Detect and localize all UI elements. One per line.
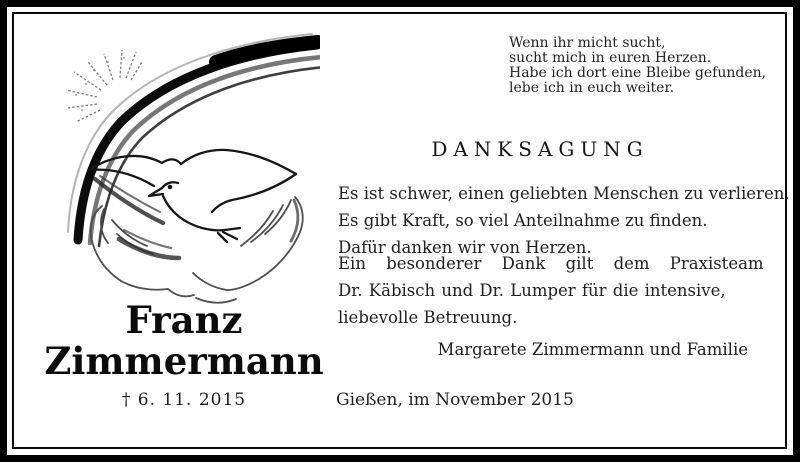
paragraph-line: Dr. Käbisch und Dr. Lumper für die intensive,: [338, 281, 726, 300]
deceased-name-block: [38, 300, 330, 410]
danksagung-heading: DANKSAGUNG: [431, 137, 649, 161]
paragraph-line: Es gibt Kraft, so viel Anteilnahme zu finden.: [338, 211, 708, 230]
poem-line: Wenn ihr micht sucht,: [509, 35, 666, 51]
dove-hands-rainbow-illustration: [52, 22, 320, 318]
poem-line: sucht mich in euren Herzen.: [509, 49, 712, 66]
poem-line: Habe ich dort eine Bleibe gefunden,: [509, 64, 767, 81]
deceased-first-name: Franz: [125, 298, 243, 342]
paragraph-line: Dafür danken wir von Herzen.: [338, 238, 592, 257]
paragraph-line: liebevolle Betreuung.: [338, 308, 518, 327]
hands-icon: [91, 197, 303, 303]
death-date: † 6. 11. 2015: [121, 390, 247, 410]
paragraph-line: Es ist schwer, einen geliebten Menschen zu verlieren.: [338, 184, 790, 203]
special-thanks-paragraph: [338, 250, 764, 331]
memorial-poem: [509, 36, 766, 96]
thanks-paragraph: [338, 180, 790, 261]
family-signature: Margarete Zimmermann und Familie: [437, 340, 748, 359]
place-and-date: Gießen, im November 2015: [336, 390, 574, 410]
poem-line: lebe ich in euch weiter.: [509, 79, 675, 96]
paragraph-line: Ein besonderer Dank gilt dem Praxisteam: [338, 254, 764, 273]
deceased-last-name: Zimmermann: [44, 339, 324, 383]
